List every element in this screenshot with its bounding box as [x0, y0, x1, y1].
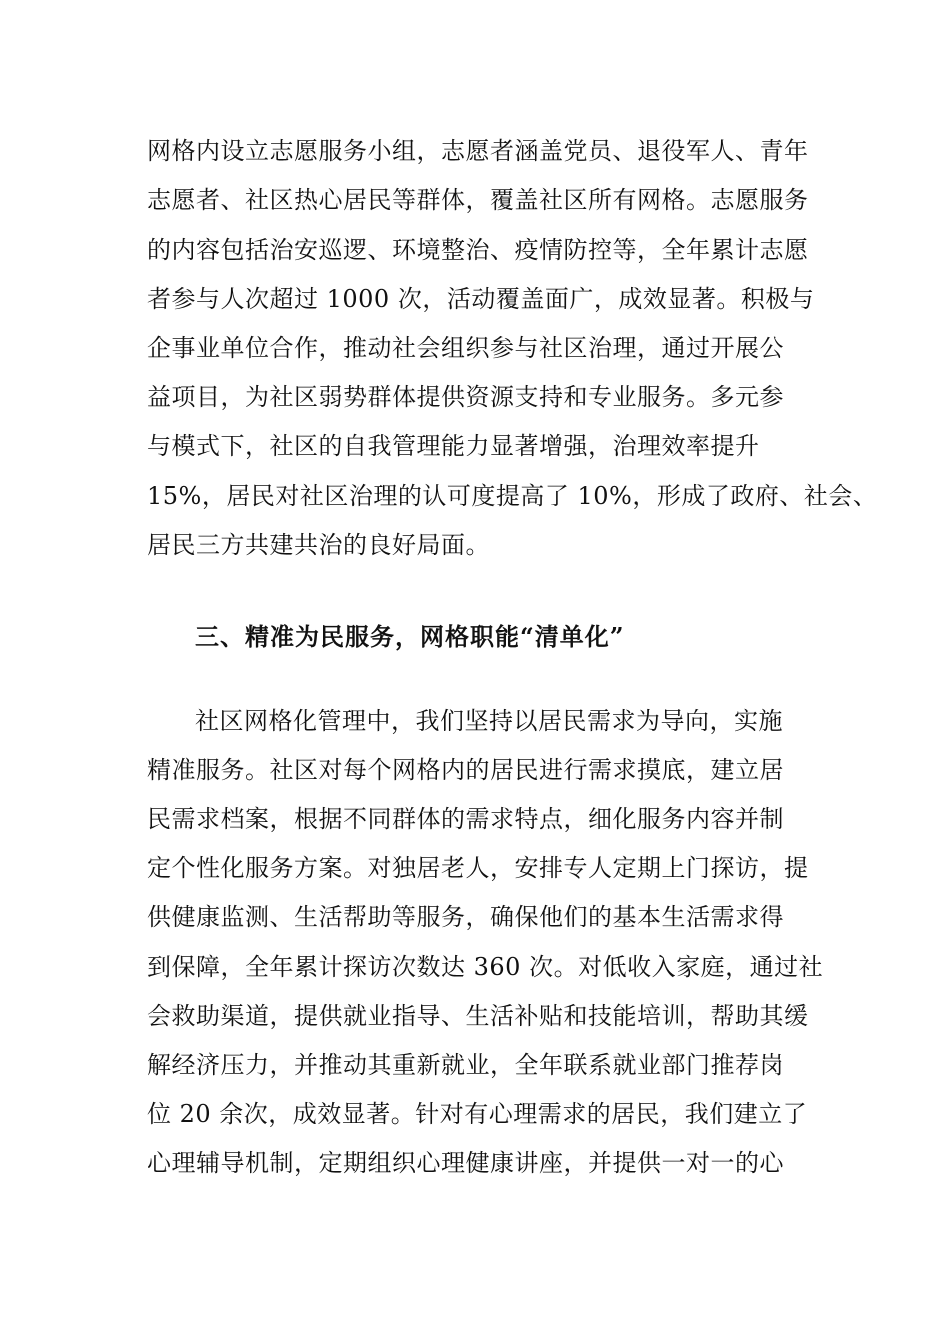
paragraph-1-line-9: 居民三方共建共治的良好局面。	[147, 531, 490, 559]
paragraph-1-line-6: 益项目，为社区弱势群体提供资源支持和专业服务。多元参	[147, 383, 784, 411]
paragraph-2-line-3: 民需求档案，根据不同群体的需求特点，细化服务内容并制	[147, 805, 784, 833]
paragraph-2-line-6: 到保障，全年累计探访次数达 360 次。对低收入家庭，通过社	[147, 953, 824, 981]
paragraph-2-line-1: 社区网格化管理中，我们坚持以居民需求为导向，实施	[195, 707, 783, 735]
paragraph-2-line-4: 定个性化服务方案。对独居老人，安排专人定期上门探访，提	[147, 854, 809, 882]
paragraph-2-line-10: 心理辅导机制，定期组织心理健康讲座，并提供一对一的心	[147, 1149, 784, 1177]
paragraph-1-line-7: 与模式下，社区的自我管理能力显著增强，治理效率提升	[147, 432, 760, 460]
paragraph-2-line-7: 会救助渠道，提供就业指导、生活补贴和技能培训，帮助其缓	[147, 1002, 809, 1030]
paragraph-2-line-9: 位 20 余次，成效显著。针对有心理需求的居民，我们建立了	[147, 1100, 808, 1128]
section-heading: 三、精准为民服务，网格职能“清单化”	[195, 622, 625, 651]
paragraph-1-line-8: 15%，居民对社区治理的认可度提高了 10%，形成了政府、社会、	[147, 482, 878, 510]
paragraph-1-line-2: 志愿者、社区热心居民等群体，覆盖社区所有网格。志愿服务	[147, 186, 809, 214]
paragraph-2-line-5: 供健康监测、生活帮助等服务，确保他们的基本生活需求得	[147, 903, 784, 931]
paragraph-2-line-2: 精准服务。社区对每个网格内的居民进行需求摸底，建立居	[147, 756, 784, 784]
paragraph-1-line-5: 企事业单位合作，推动社会组织参与社区治理，通过开展公	[147, 334, 784, 362]
paragraph-1-line-4: 者参与人次超过 1000 次，活动覆盖面广，成效显著。积极与	[147, 285, 815, 313]
paragraph-1-line-3: 的内容包括治安巡逻、环境整治、疫情防控等，全年累计志愿	[147, 236, 809, 264]
paragraph-1-line-1: 网格内设立志愿服务小组，志愿者涵盖党员、退役军人、青年	[147, 137, 809, 165]
paragraph-2-line-8: 解经济压力，并推动其重新就业，全年联系就业部门推荐岗	[147, 1051, 784, 1079]
